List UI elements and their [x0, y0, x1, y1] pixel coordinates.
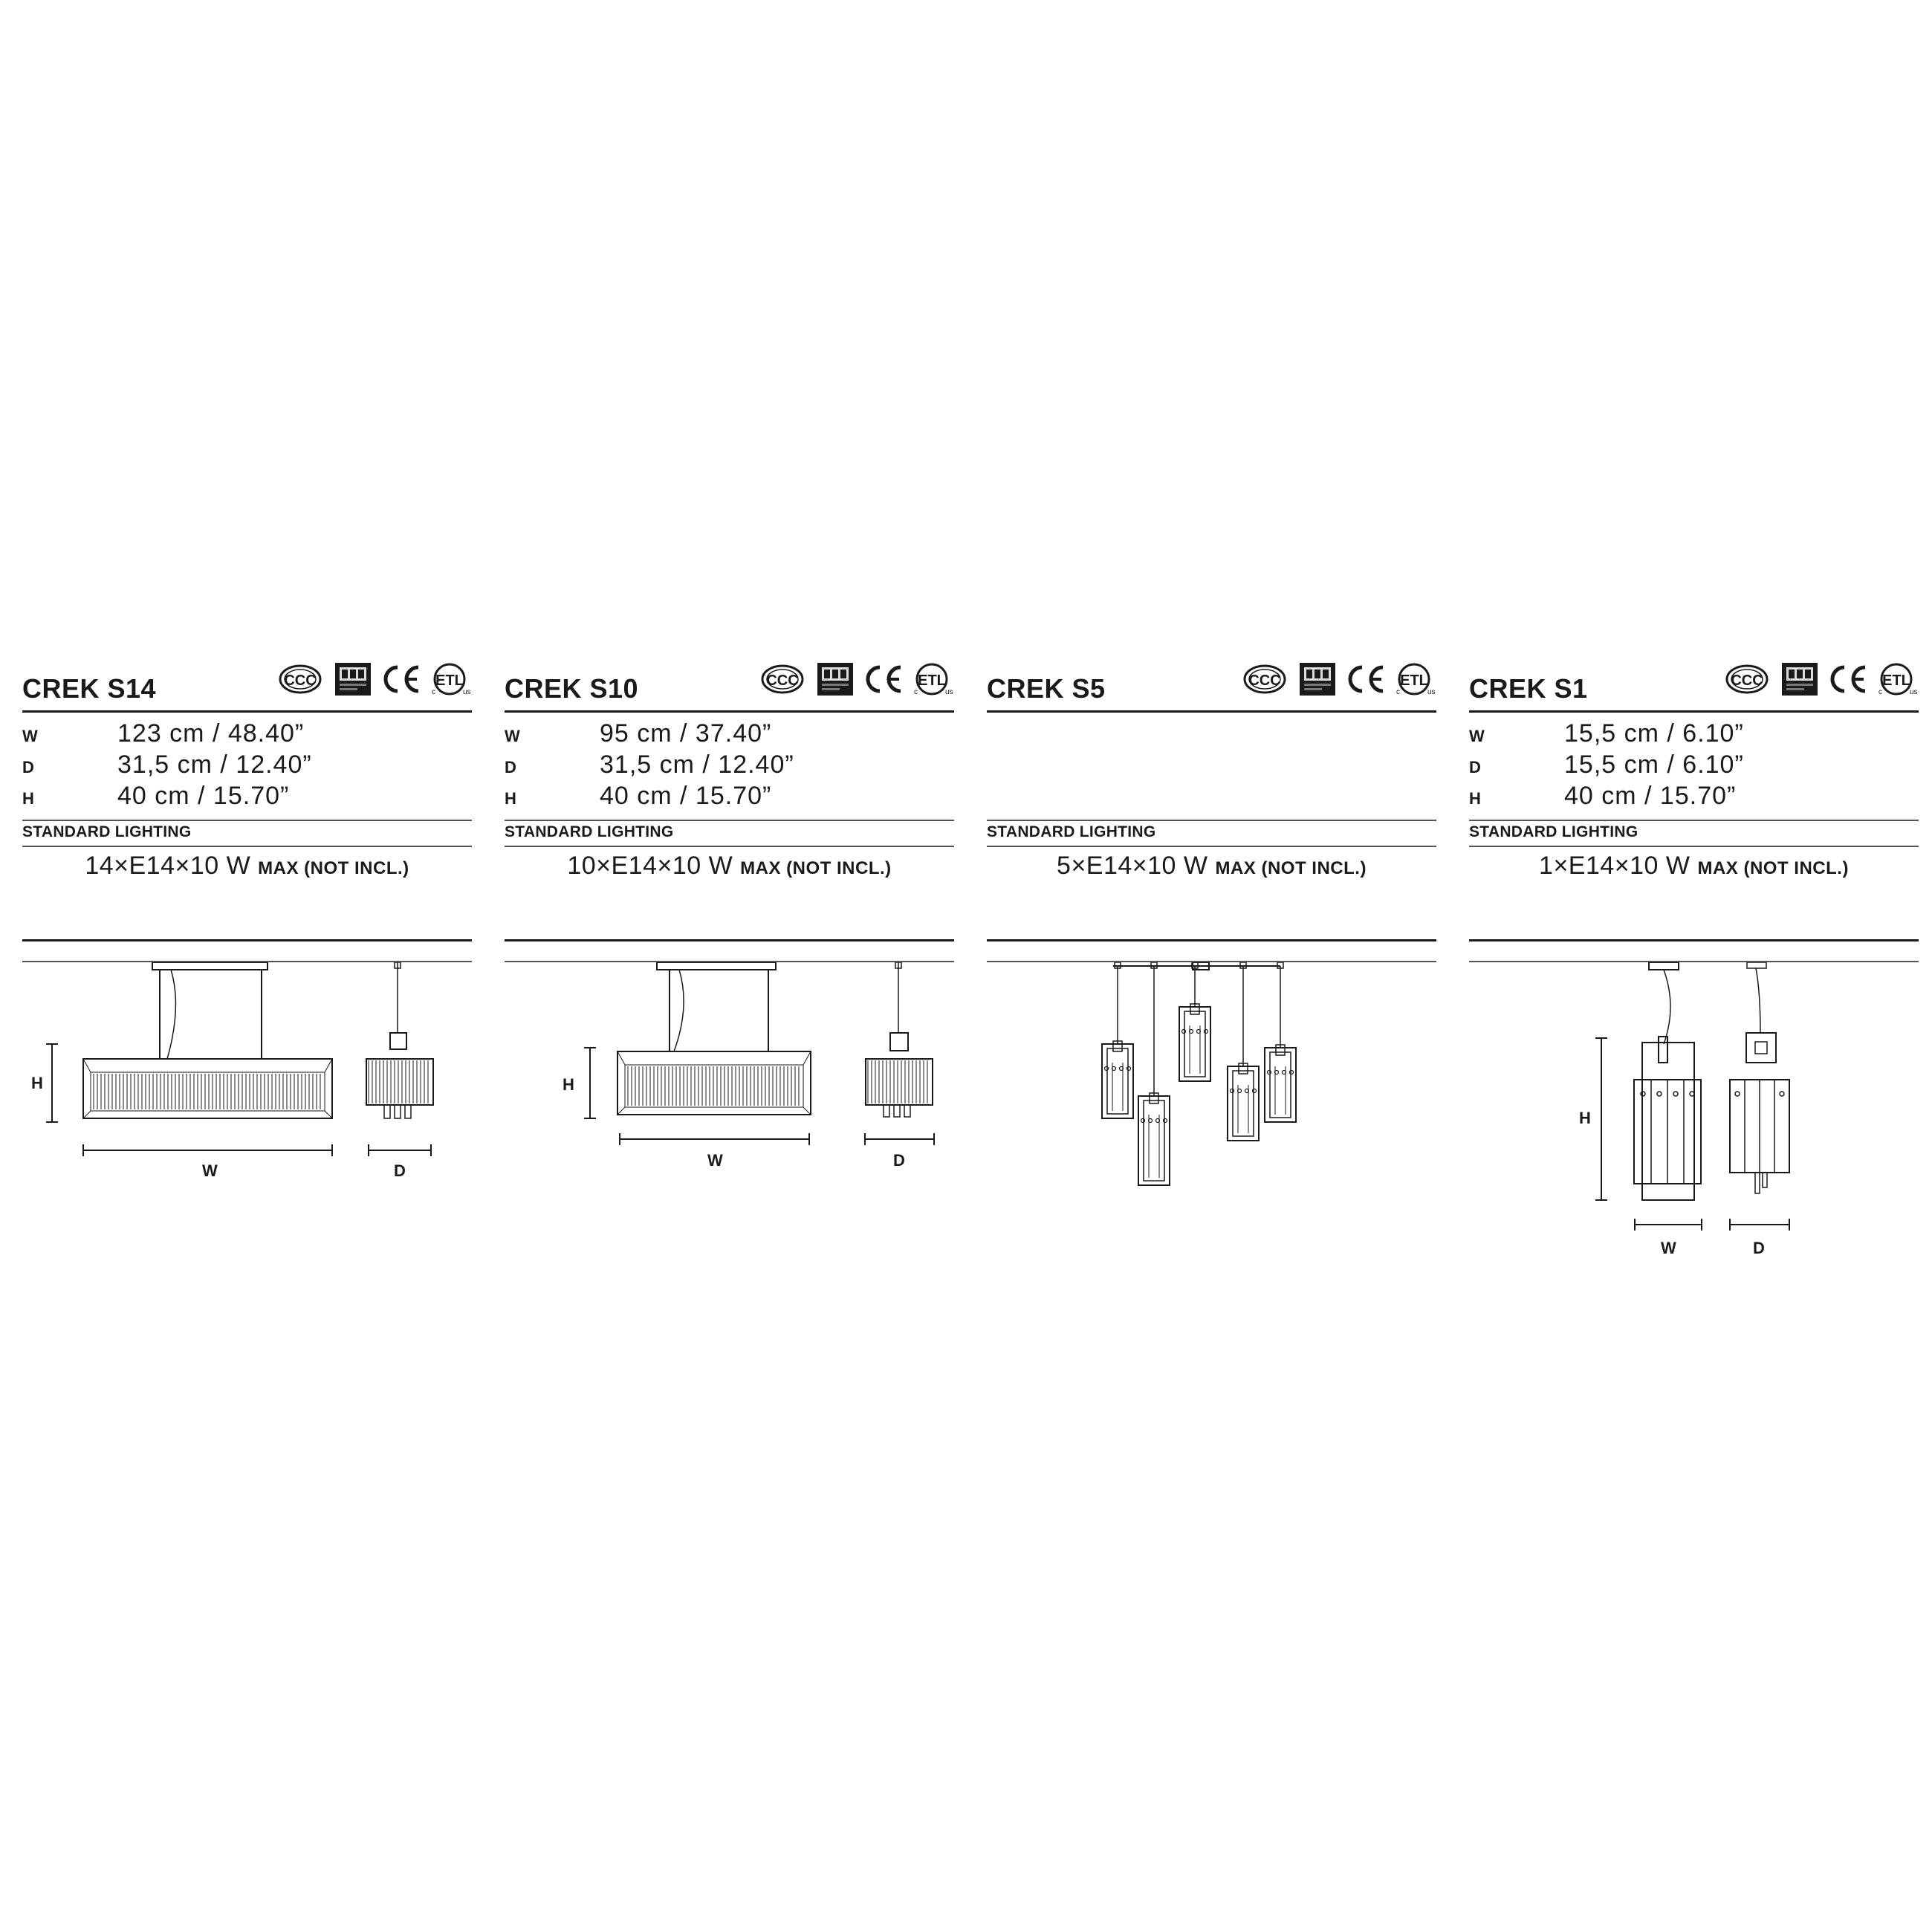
dimension-key: W	[22, 727, 38, 745]
lamp-main: 10×E14×10 W	[567, 852, 733, 880]
divider	[987, 939, 1436, 941]
dimension-value: 40 cm / 15.70”	[117, 782, 290, 810]
lamp-spec	[505, 852, 954, 881]
divider	[505, 710, 954, 713]
eac-mark-icon	[1782, 663, 1818, 696]
pendant-side-view	[1730, 1033, 1789, 1193]
dimension-key: D	[22, 758, 34, 777]
dimension-row-height	[505, 782, 954, 813]
dimension-key: W	[1469, 727, 1485, 745]
ce-mark-icon	[1350, 667, 1383, 691]
ce-mark-icon	[868, 667, 901, 691]
dimension-row-height	[1469, 782, 1919, 813]
product-title: CREK S1	[1469, 673, 1588, 704]
standard-lighting-label: STANDARD LIGHTING	[987, 823, 1156, 840]
dimension-row-width	[505, 719, 954, 751]
chandelier-side-view	[866, 1059, 933, 1117]
dimension-key: H	[505, 789, 516, 808]
ccc-mark-icon	[1727, 666, 1767, 693]
dimension-key: D	[505, 758, 516, 777]
dimension-value: 40 cm / 15.70”	[1564, 782, 1737, 810]
dimension-value: 31,5 cm / 12.40”	[117, 751, 312, 779]
dimension-row-depth	[22, 751, 472, 782]
divider	[1469, 846, 1919, 847]
canopy	[152, 962, 268, 970]
depth-label: D	[893, 1151, 905, 1170]
eac-mark-icon	[335, 663, 371, 696]
lamp-suffix: MAX (NOT INCL.)	[740, 858, 892, 878]
technical-drawing	[22, 962, 472, 1304]
ccc-mark-icon	[762, 666, 803, 693]
standard-lighting-label: STANDARD LIGHTING	[22, 823, 192, 840]
product-title: CREK S10	[505, 673, 639, 704]
ccc-mark-icon	[1245, 666, 1285, 693]
spec-sheet	[22, 654, 1925, 1323]
certification-logos	[279, 658, 472, 700]
divider	[505, 939, 954, 941]
dimension-key: D	[1469, 758, 1481, 777]
dimension-value: 123 cm / 48.40”	[117, 719, 305, 748]
dimension-row-width	[1469, 719, 1919, 751]
lamp-spec	[22, 852, 472, 881]
dimension-row-depth	[1469, 751, 1919, 782]
pendant-front-view	[1634, 1037, 1701, 1200]
chandelier-side-view	[366, 1059, 433, 1118]
product-crek-s5	[987, 654, 1436, 1323]
divider	[987, 710, 1436, 713]
product-title: CREK S5	[987, 673, 1106, 704]
dimension-key: H	[22, 789, 34, 808]
dimension-value: 15,5 cm / 6.10”	[1564, 751, 1744, 779]
pendant-3	[1179, 962, 1210, 1081]
divider	[505, 820, 954, 821]
ce-mark-icon	[386, 667, 418, 691]
ccc-mark-icon	[280, 666, 320, 693]
divider	[1469, 939, 1919, 941]
dimension-row-depth	[505, 751, 954, 782]
width-label: W	[1661, 1239, 1676, 1257]
product-crek-s1	[1469, 654, 1919, 1323]
etl-mark-icon	[1396, 664, 1436, 696]
dimension-row-height	[22, 782, 472, 813]
divider	[987, 846, 1436, 847]
etl-mark-icon	[914, 664, 953, 696]
technical-drawing	[505, 962, 954, 1304]
divider	[1469, 710, 1919, 713]
technical-drawing	[987, 962, 1436, 1304]
dimension-value: 95 cm / 37.40”	[600, 719, 772, 748]
dimension-value: 31,5 cm / 12.40”	[600, 751, 794, 779]
height-label: H	[563, 1075, 574, 1094]
divider	[22, 939, 472, 941]
eac-mark-icon	[817, 663, 853, 696]
divider	[22, 846, 472, 847]
chandelier-body	[617, 1051, 811, 1115]
lamp-main: 5×E14×10 W	[1057, 852, 1208, 880]
pendant-4	[1228, 962, 1259, 1141]
lamp-suffix: MAX (NOT INCL.)	[1215, 858, 1367, 878]
dimension-row-width	[22, 719, 472, 751]
divider	[1469, 820, 1919, 821]
dimension-key: W	[505, 727, 520, 745]
depth-label: D	[1753, 1239, 1765, 1257]
etl-mark-icon	[432, 664, 471, 696]
pendant-5	[1265, 962, 1296, 1122]
certification-logos	[761, 658, 954, 700]
product-crek-s10	[505, 654, 954, 1323]
dimension-value: 40 cm / 15.70”	[600, 782, 772, 810]
certification-logos	[1243, 658, 1436, 700]
lamp-spec	[1469, 852, 1919, 881]
lamp-main: 1×E14×10 W	[1539, 852, 1690, 880]
height-label: H	[31, 1074, 43, 1092]
chandelier-body	[83, 1059, 332, 1118]
divider	[22, 710, 472, 713]
standard-lighting-label: STANDARD LIGHTING	[505, 823, 674, 840]
height-label: H	[1579, 1109, 1591, 1127]
dimension-value: 15,5 cm / 6.10”	[1564, 719, 1744, 748]
etl-mark-icon	[1878, 664, 1918, 696]
divider	[505, 846, 954, 847]
width-label: W	[707, 1151, 723, 1170]
dimensions-list	[505, 719, 954, 813]
certification-logos	[1725, 658, 1919, 700]
pendant-2	[1138, 962, 1170, 1185]
depth-label: D	[394, 1161, 406, 1180]
divider	[22, 820, 472, 821]
width-label: W	[202, 1161, 218, 1180]
divider	[987, 820, 1436, 821]
lamp-main: 14×E14×10 W	[85, 852, 251, 880]
dimensions-list	[22, 719, 472, 813]
lamp-suffix: MAX (NOT INCL.)	[258, 858, 409, 878]
product-title: CREK S14	[22, 673, 157, 704]
technical-drawing	[1469, 962, 1919, 1304]
ce-mark-icon	[1832, 667, 1865, 691]
dimensions-list	[1469, 719, 1919, 813]
pendant-1	[1102, 962, 1133, 1118]
eac-mark-icon	[1300, 663, 1335, 696]
dimension-key: H	[1469, 789, 1481, 808]
lamp-suffix: MAX (NOT INCL.)	[1697, 858, 1849, 878]
product-crek-s14	[22, 654, 472, 1323]
lamp-spec	[987, 852, 1436, 881]
standard-lighting-label: STANDARD LIGHTING	[1469, 823, 1638, 840]
